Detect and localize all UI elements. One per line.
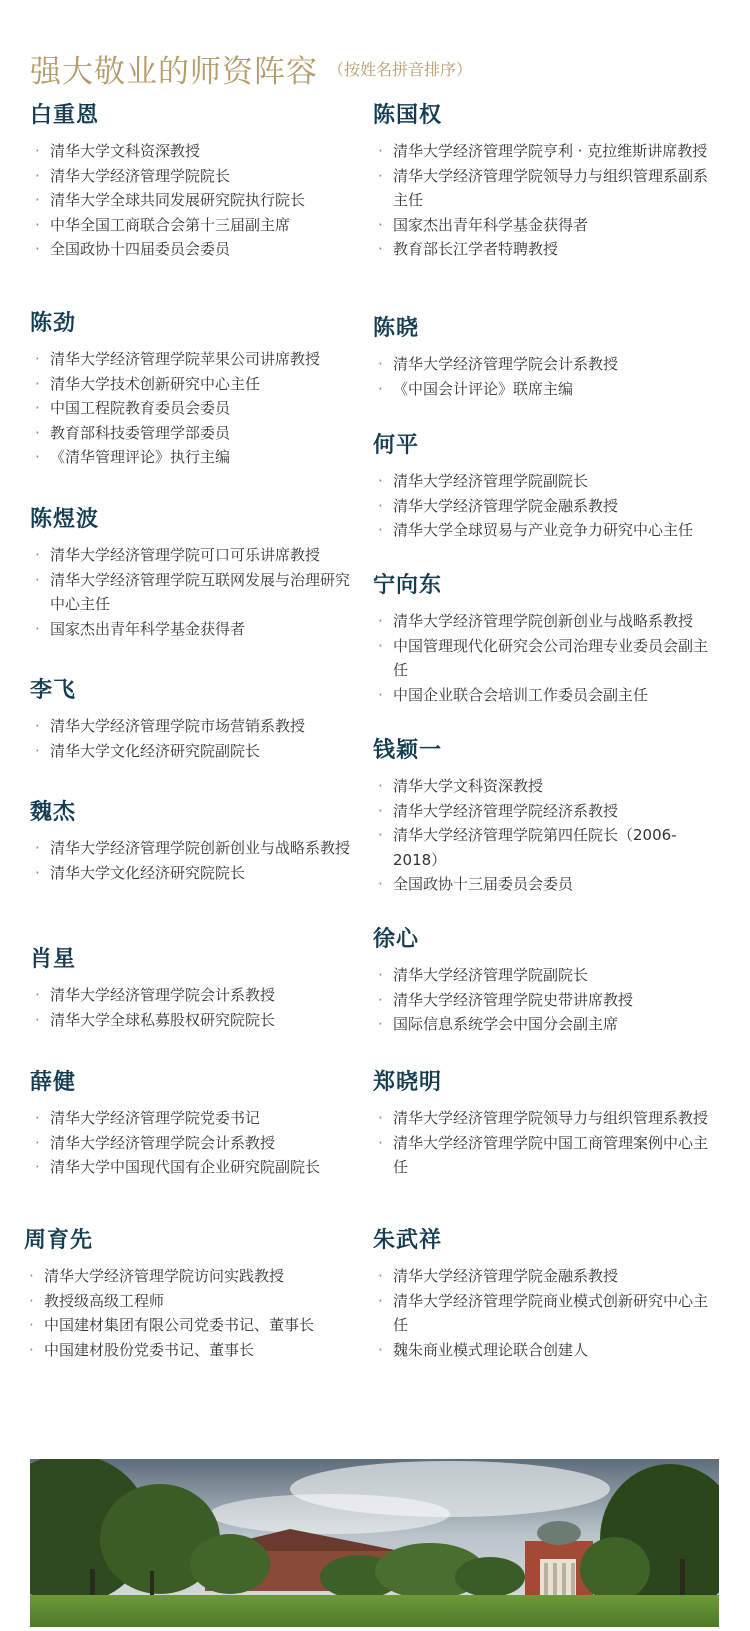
faculty-entry bbox=[30, 945, 350, 1032]
faculty-title-list bbox=[373, 139, 708, 262]
faculty-title-item: · 中国建材股份党委书记、董事长 bbox=[24, 1338, 344, 1363]
faculty-name: 陈国权 bbox=[373, 103, 443, 128]
faculty-title-item: · 清华大学经济管理学院金融系教授 bbox=[373, 1264, 708, 1289]
faculty-title-item: · 国家杰出青年科学基金获得者 bbox=[30, 617, 350, 642]
faculty-name: 李飞 bbox=[30, 678, 77, 703]
faculty-entry bbox=[373, 1068, 708, 1180]
faculty-title-item: · 清华大学经济管理学院副院长 bbox=[373, 469, 708, 494]
faculty-title-item: · 全国政协十三届委员会委员 bbox=[373, 872, 708, 897]
faculty-title-item: · 国际信息系统学会中国分会副主席 bbox=[373, 1012, 708, 1037]
faculty-title-item: · 清华大学经济管理学院中国工商管理案例中心主任 bbox=[373, 1131, 708, 1180]
faculty-title-list bbox=[373, 352, 708, 401]
faculty-title-item: · 清华大学技术创新研究中心主任 bbox=[30, 372, 350, 397]
faculty-title-item: · 清华大学文科资深教授 bbox=[373, 774, 708, 799]
faculty-title-item: · 清华大学经济管理学院商业模式创新研究中心主任 bbox=[373, 1289, 708, 1338]
faculty-title-item: · 国家杰出青年科学基金获得者 bbox=[373, 213, 708, 238]
faculty-title-item: · 清华大学经济管理学院领导力与组织管理系副系主任 bbox=[373, 164, 708, 213]
faculty-title-item: · 中华全国工商联合会第十三届副主席 bbox=[30, 213, 350, 238]
faculty-entry bbox=[30, 676, 350, 763]
faculty-title-item: · 清华大学经济管理学院苹果公司讲席教授 bbox=[30, 347, 350, 372]
faculty-entry bbox=[373, 1226, 708, 1362]
faculty-title-item: · 中国建材集团有限公司党委书记、董事长 bbox=[24, 1313, 344, 1338]
faculty-name: 宁向东 bbox=[373, 573, 443, 598]
faculty-title-list bbox=[30, 543, 350, 641]
faculty-name: 何平 bbox=[373, 433, 420, 458]
faculty-title-list bbox=[30, 139, 350, 262]
faculty-title-item: · 清华大学中国现代国有企业研究院副院长 bbox=[30, 1155, 350, 1180]
faculty-title-item: · 魏朱商业模式理论联合创建人 bbox=[373, 1338, 708, 1363]
faculty-title-item: · 清华大学文化经济研究院副院长 bbox=[30, 739, 350, 764]
faculty-title-item: · 清华大学经济管理学院市场营销系教授 bbox=[30, 714, 350, 739]
faculty-entry bbox=[373, 571, 708, 707]
faculty-title-item: · 清华大学文化经济研究院院长 bbox=[30, 861, 350, 886]
faculty-title-item: · 清华大学经济管理学院史带讲席教授 bbox=[373, 988, 708, 1013]
faculty-title-item: · 清华大学经济管理学院亨利 · 克拉维斯讲席教授 bbox=[373, 139, 708, 164]
faculty-title-item: · 教育部长江学者特聘教授 bbox=[373, 237, 708, 262]
faculty-entry bbox=[373, 101, 708, 262]
faculty-title-list bbox=[373, 1264, 708, 1362]
title-main: 强大敬业的师资阵容 bbox=[30, 54, 318, 90]
faculty-title-item: · 清华大学全球私募股权研究院院长 bbox=[30, 1008, 350, 1033]
faculty-name: 钱颖一 bbox=[373, 738, 443, 763]
faculty-title-item: · 清华大学经济管理学院领导力与组织管理系教授 bbox=[373, 1106, 708, 1131]
page-title bbox=[30, 46, 472, 91]
faculty-title-item: · 清华大学经济管理学院第四任院长（2006-2018） bbox=[373, 823, 708, 872]
faculty-title-list bbox=[373, 963, 708, 1037]
faculty-title-item: · 教育部科技委管理学部委员 bbox=[30, 421, 350, 446]
faculty-title-list bbox=[30, 347, 350, 470]
faculty-title-item: · 清华大学经济管理学院院长 bbox=[30, 164, 350, 189]
faculty-title-list bbox=[373, 609, 708, 707]
faculty-title-item: · 中国工程院教育委员会委员 bbox=[30, 396, 350, 421]
faculty-name: 薛健 bbox=[30, 1070, 77, 1095]
faculty-title-item: · 清华大学经济管理学院互联网发展与治理研究中心主任 bbox=[30, 568, 350, 617]
faculty-entry bbox=[30, 798, 350, 885]
faculty-title-item: · 清华大学经济管理学院创新创业与战略系教授 bbox=[30, 836, 350, 861]
faculty-title-item: · 清华大学全球共同发展研究院执行院长 bbox=[30, 188, 350, 213]
faculty-entry bbox=[30, 101, 350, 262]
faculty-entry bbox=[30, 505, 350, 641]
faculty-title-item: · 清华大学全球贸易与产业竞争力研究中心主任 bbox=[373, 518, 708, 543]
faculty-title-item: · 清华大学经济管理学院会计系教授 bbox=[373, 352, 708, 377]
faculty-name: 朱武祥 bbox=[373, 1228, 443, 1253]
faculty-entry bbox=[373, 314, 708, 401]
faculty-entry bbox=[373, 736, 708, 897]
faculty-title-list bbox=[24, 1264, 344, 1362]
faculty-title-item: · 清华大学经济管理学院金融系教授 bbox=[373, 494, 708, 519]
faculty-title-item: · 清华大学经济管理学院党委书记 bbox=[30, 1106, 350, 1131]
faculty-title-list bbox=[373, 469, 708, 543]
faculty-title-list bbox=[373, 774, 708, 897]
faculty-title-item: · 全国政协十四届委员会委员 bbox=[30, 237, 350, 262]
faculty-title-item: · 教授级高级工程师 bbox=[24, 1289, 344, 1314]
faculty-entry bbox=[30, 309, 350, 470]
faculty-entry bbox=[24, 1226, 344, 1362]
faculty-title-item: · 清华大学经济管理学院访问实践教授 bbox=[24, 1264, 344, 1289]
faculty-title-item: · 清华大学经济管理学院经济系教授 bbox=[373, 799, 708, 824]
faculty-title-list bbox=[30, 983, 350, 1032]
faculty-title-item: · 清华大学经济管理学院会计系教授 bbox=[30, 1131, 350, 1156]
title-subtitle: （按姓名拼音排序） bbox=[328, 60, 473, 79]
faculty-name: 徐心 bbox=[373, 927, 420, 952]
faculty-title-item: · 清华大学经济管理学院创新创业与战略系教授 bbox=[373, 609, 708, 634]
faculty-title-list bbox=[30, 1106, 350, 1180]
faculty-entry bbox=[30, 1068, 350, 1180]
faculty-title-list bbox=[30, 714, 350, 763]
faculty-title-item: · 清华大学经济管理学院副院长 bbox=[373, 963, 708, 988]
faculty-name: 魏杰 bbox=[30, 800, 77, 825]
faculty-title-item: · 中国管理现代化研究会公司治理专业委员会副主任 bbox=[373, 634, 708, 683]
faculty-name: 郑晓明 bbox=[373, 1070, 443, 1095]
faculty-title-item: · 清华大学文科资深教授 bbox=[30, 139, 350, 164]
faculty-title-item: · 《中国会计评论》联席主编 bbox=[373, 377, 708, 402]
faculty-title-item: · 中国企业联合会培训工作委员会副主任 bbox=[373, 683, 708, 708]
faculty-entry bbox=[373, 431, 708, 543]
faculty-title-list bbox=[373, 1106, 708, 1180]
faculty-title-item: · 《清华管理评论》执行主编 bbox=[30, 445, 350, 470]
faculty-title-list bbox=[30, 836, 350, 885]
faculty-name: 陈煜波 bbox=[30, 507, 100, 532]
faculty-name: 周育先 bbox=[24, 1228, 94, 1253]
faculty-title-item: · 清华大学经济管理学院会计系教授 bbox=[30, 983, 350, 1008]
faculty-name: 白重恩 bbox=[30, 103, 100, 128]
faculty-title-item: · 清华大学经济管理学院可口可乐讲席教授 bbox=[30, 543, 350, 568]
campus-photo bbox=[30, 1459, 719, 1627]
faculty-name: 陈劲 bbox=[30, 311, 77, 336]
faculty-name: 陈晓 bbox=[373, 316, 420, 341]
faculty-entry bbox=[373, 925, 708, 1037]
faculty-name: 肖星 bbox=[30, 947, 77, 972]
